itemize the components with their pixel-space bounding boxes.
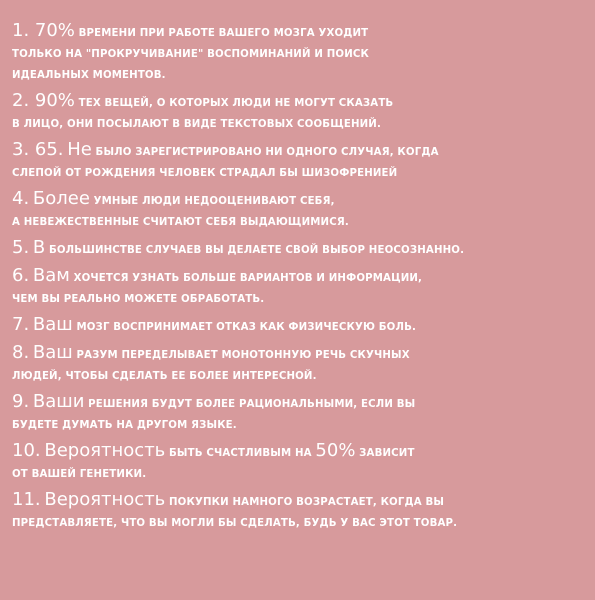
- fact-text: ЛЮДЕЙ, ЧТОБЫ СДЕЛАТЬ ЕЕ БОЛЕЕ ИНТЕРЕСНОЙ.: [12, 371, 317, 382]
- fact-first-word: Вероятность: [44, 489, 166, 510]
- fact-text: БУДЕТЕ ДУМАТЬ НА ДРУГОМ ЯЗЫКЕ.: [12, 420, 237, 431]
- fact-text: ПОКУПКИ НАМНОГО ВОЗРАСТАЕТ, КОГДА ВЫ: [169, 497, 445, 508]
- fact-text: ТОЛЬКО НА "ПРОКРУЧИВАНИЕ" ВОСПОМИНАНИЙ И ПОИСК: [12, 49, 369, 60]
- fact-9: [12, 391, 581, 436]
- fact-first-word: Ваш: [32, 314, 73, 335]
- fact-line: [12, 489, 581, 513]
- fact-1: [12, 20, 581, 86]
- fact-line: [12, 139, 581, 163]
- fact-line: [12, 188, 581, 212]
- fact-text: МОЗГ ВОСПРИНИМАЕТ ОТКАЗ КАК ФИЗИЧЕСКУЮ БОЛЬ.: [76, 322, 417, 333]
- fact-text: ИДЕАЛЬНЫХ МОМЕНТОВ.: [12, 70, 166, 81]
- fact-text: УМНЫЕ ЛЮДИ НЕДООЦЕНИВАЮТ СЕБЯ,: [93, 196, 335, 207]
- fact-line: [12, 20, 581, 44]
- fact-first-word: Ваш: [32, 342, 73, 363]
- fact-number: 3. 65.: [12, 139, 64, 160]
- fact-text: В ЛИЦО, ОНИ ПОСЫЛАЮТ В ВИДЕ ТЕКСТОВЫХ СООБЩЕНИЙ.: [12, 119, 382, 130]
- fact-line: [12, 391, 581, 415]
- fact-11: [12, 489, 581, 534]
- fact-line: [12, 265, 581, 289]
- fact-8: [12, 342, 581, 387]
- fact-text: РАЗУМ ПЕРЕДЕЛЫВАЕТ МОНОТОННУЮ РЕЧЬ СКУЧНЫХ: [76, 350, 410, 361]
- fact-first-word: Не: [67, 139, 92, 160]
- fact-6: [12, 265, 581, 310]
- fact-text: ВРЕМЕНИ ПРИ РАБОТЕ ВАШЕГО МОЗГА УХОДИТ: [78, 28, 369, 39]
- fact-number: 1. 70%: [12, 20, 75, 41]
- fact-line: [12, 314, 581, 338]
- fact-text: БОЛЬШИНСТВЕ СЛУЧАЕВ ВЫ ДЕЛАЕТЕ СВОЙ ВЫБОР НЕОСОЗНАННО.: [48, 245, 465, 256]
- fact-text: БЫЛО ЗАРЕГИСТРИРОВАНО НИ ОДНОГО СЛУЧАЯ, КОГДА: [95, 147, 439, 158]
- fact-text: ОТ ВАШЕЙ ГЕНЕТИКИ.: [12, 469, 147, 480]
- fact-number: 8.: [12, 342, 30, 363]
- fact-3: [12, 139, 581, 184]
- fact-7: [12, 314, 581, 338]
- fact-number: 10.: [12, 440, 41, 461]
- fact-first-word: Более: [32, 188, 90, 209]
- fact-text: ХОЧЕТСЯ УЗНАТЬ БОЛЬШЕ ВАРИАНТОВ И ИНФОРМАЦИИ,: [73, 273, 423, 284]
- fact-number: 5.: [12, 237, 30, 258]
- fact-4: [12, 188, 581, 233]
- fact-number: 11.: [12, 489, 41, 510]
- fact-number: 2. 90%: [12, 90, 75, 111]
- fact-text: ТЕХ ВЕЩЕЙ, О КОТОРЫХ ЛЮДИ НЕ МОГУТ СКАЗАТЬ: [78, 98, 394, 109]
- fact-text: ЧЕМ ВЫ РЕАЛЬНО МОЖЕТЕ ОБРАБОТАТЬ.: [12, 294, 265, 305]
- fact-first-word: Вероятность: [44, 440, 166, 461]
- fact-text: СЛЕПОЙ ОТ РОЖДЕНИЯ ЧЕЛОВЕК СТРАДАЛ БЫ ШИЗОФРЕНИЕЙ: [12, 168, 398, 179]
- fact-line: [12, 237, 581, 261]
- fact-first-word: Вам: [32, 265, 70, 286]
- fact-text: БЫТЬ СЧАСТЛИВЫМ НА: [169, 448, 312, 459]
- fact-2: [12, 90, 581, 135]
- fact-first-word: Ваши: [32, 391, 85, 412]
- fact-number: 6.: [12, 265, 30, 286]
- fact-emphasis: 50%: [315, 440, 356, 461]
- fact-line: [12, 440, 581, 464]
- fact-number: 9.: [12, 391, 30, 412]
- fact-first-word: В: [32, 237, 46, 258]
- fact-number: 4.: [12, 188, 30, 209]
- fact-line: [12, 90, 581, 114]
- fact-text: ЗАВИСИТ: [359, 448, 415, 459]
- fact-5: [12, 237, 581, 261]
- fact-number: 7.: [12, 314, 30, 335]
- fact-text: ПРЕДСТАВЛЯЕТЕ, ЧТО ВЫ МОГЛИ БЫ СДЕЛАТЬ, БУДЬ У ВАС ЭТОТ ТОВАР.: [12, 518, 458, 529]
- fact-text: А НЕВЕЖЕСТВЕННЫЕ СЧИТАЮТ СЕБЯ ВЫДАЮЩИМИСЯ.: [12, 217, 349, 228]
- fact-10: [12, 440, 581, 485]
- fact-text: РЕШЕНИЯ БУДУТ БОЛЕЕ РАЦИОНАЛЬНЫМИ, ЕСЛИ ВЫ: [88, 399, 416, 410]
- fact-line: [12, 342, 581, 366]
